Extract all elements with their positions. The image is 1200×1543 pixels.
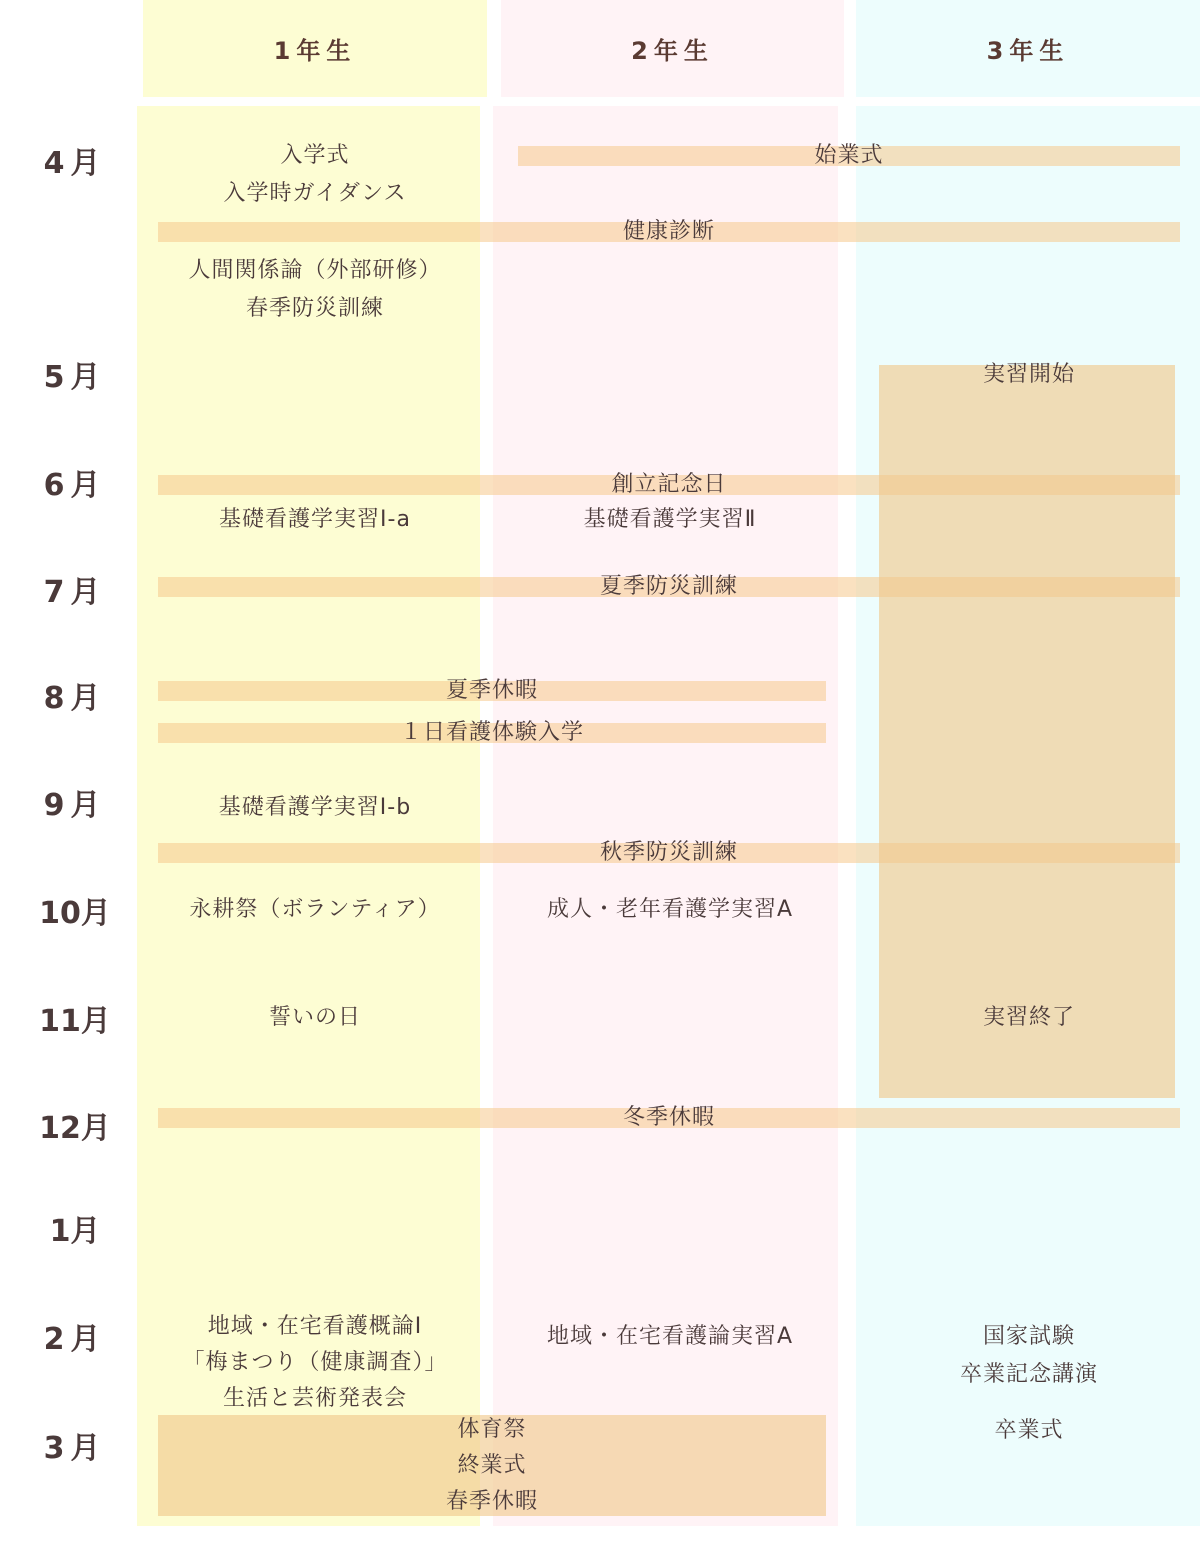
year1-april-events: [150, 137, 480, 213]
month-label: 10月: [39, 896, 111, 931]
closing-ceremony: 終業式: [457, 1453, 527, 1478]
winter-vacation-label: 冬季休暇: [622, 1105, 715, 1130]
spring-vacation: 春季休暇: [445, 1489, 538, 1514]
year2-oct-event: 成人・老年看護学実習A: [546, 897, 794, 922]
month-label: 9月: [43, 788, 107, 823]
year1-nov-event: 誓いの日: [268, 1005, 361, 1030]
summer-drill-label: 夏季防災訓練: [599, 574, 738, 599]
entrance-guidance: 入学時ガイダンス: [223, 181, 407, 206]
founding-day-label: 創立記念日: [611, 472, 727, 497]
one-day-nursing-label: １日看護体験入学: [399, 720, 584, 745]
month-label: 6月: [43, 468, 107, 503]
month-label: 7月: [43, 575, 107, 610]
month-label: 5月: [43, 360, 107, 395]
month-label: 2月: [43, 1322, 107, 1357]
graduation-ceremony: 卒業式: [994, 1418, 1064, 1443]
month-label: 3月: [43, 1431, 107, 1466]
header-year3: 3年生: [986, 37, 1070, 65]
header-year2: 2年生: [631, 37, 714, 65]
practicum-end: 実習終了: [982, 1005, 1075, 1030]
graduation-lecture: 卒業記念講演: [959, 1362, 1098, 1387]
practicum-start: 実習開始: [982, 362, 1075, 387]
year2-column-bg: [493, 106, 838, 1526]
month-label: 12月: [39, 1111, 111, 1146]
spring-drill: 春季防災訓練: [245, 296, 384, 321]
human-relations: 人間関係論（外部研修）: [188, 258, 442, 283]
month-label: 1月: [49, 1214, 101, 1249]
arts-presentation: 生活と芸術発表会: [222, 1386, 407, 1411]
month-label: 4月: [43, 146, 107, 181]
year1-sep-event: 基礎看護学実習Ⅰ-b: [218, 795, 412, 820]
year1-april-late-events: [150, 252, 480, 328]
health-check-label: 健康診断: [622, 219, 715, 244]
year2-feb-event: 地域・在宅看護論実習A: [546, 1324, 794, 1349]
sports-day: 体育祭: [457, 1417, 527, 1442]
header-year1: 1年生: [273, 37, 357, 65]
community-nursing: 地域・在宅看護概論Ⅰ: [207, 1314, 423, 1339]
month-label: 8月: [43, 681, 107, 716]
month-label: 11月: [39, 1004, 111, 1039]
year1-june-event: 基礎看護学実習Ⅰ-a: [219, 507, 411, 532]
year3-feb-events: [864, 1318, 1194, 1394]
autumn-drill-label: 秋季防災訓練: [599, 840, 738, 865]
opening-label: 始業式: [814, 143, 884, 168]
year1-feb-events: [150, 1309, 480, 1417]
plum-festival: 「梅まつり（健康調査）」: [182, 1350, 448, 1375]
national-exam: 国家試験: [982, 1324, 1075, 1349]
year2-june-event: 基礎看護学実習Ⅱ: [583, 507, 757, 532]
entrance-ceremony: 入学式: [280, 143, 350, 168]
march-events-label: [158, 1412, 826, 1520]
year1-oct-event: 永耕祭（ボランティア）: [189, 897, 441, 922]
summer-vacation-label: 夏季休暇: [445, 678, 538, 703]
